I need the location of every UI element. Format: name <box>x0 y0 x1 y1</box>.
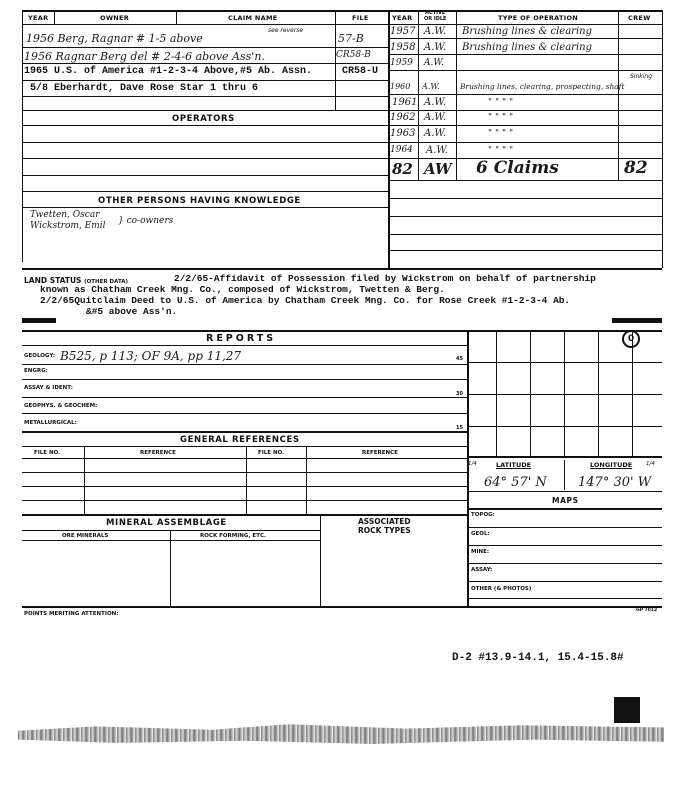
op-type-9: 6 Claims <box>476 158 559 178</box>
op-status-6: A.W. <box>424 112 447 123</box>
general-references-label: GENERAL REFERENCES <box>180 435 300 445</box>
owner-row-2: 1956 Ragnar Berg del # 2-4-6 above Ass'n. <box>24 50 265 63</box>
op-type-4: Brushing lines, clearing, prospecting, shaft <box>460 82 625 91</box>
knowledge-note: } co-owners <box>118 216 174 226</box>
op-year-8: 1964 <box>390 145 413 155</box>
land-status-line-4: &#5 above Ass'n. <box>86 306 178 317</box>
op-type-5: " " " " <box>488 98 514 108</box>
longitude-label: LONGITUDE <box>590 461 633 469</box>
points-meriting-attention-label: POINTS MERITING ATTENTION: <box>24 611 119 617</box>
form-number: GP 7012 <box>636 608 658 613</box>
owner-row-1-file: 57-B <box>338 32 364 45</box>
land-status-label: LAND STATUS (OTHER DATA) <box>24 276 129 285</box>
header-year: YEAR <box>28 14 49 22</box>
header-active-idle: ACTIVE OR IDLE <box>424 10 447 22</box>
header-crew: CREW <box>628 14 651 22</box>
land-status-line-3: 2/2/65Quitclaim Deed to U.S. of America by Chatham Creek Mng. Co. for Rose Creek #1-2-3-4 Ab. <box>40 295 571 306</box>
op-type-7: " " " " <box>488 129 514 139</box>
rock-forming-label: ROCK FORMING, ETC. <box>200 533 267 539</box>
reports-label: REPORTS <box>206 333 277 344</box>
op-year-2: 1958 <box>390 42 416 53</box>
longitude-value: 147° 30' W <box>578 475 652 490</box>
scan-artifact-band <box>18 722 664 744</box>
reports-num-45: 45 <box>456 356 463 362</box>
op-status-5: A.W. <box>424 97 447 108</box>
operators-label: OPERATORS <box>172 114 235 124</box>
op-status-2: A.W. <box>424 42 447 53</box>
refs-col-file-1: FILE NO. <box>34 450 61 456</box>
lon-suffix: 1/4 <box>646 461 655 467</box>
op-crew-9: 82 <box>624 158 648 178</box>
reports-num-15: 15 <box>456 425 463 431</box>
header-owner: OWNER <box>100 14 130 22</box>
reports-num-30: 30 <box>456 391 463 397</box>
land-status-line-1: 2/2/65-Affidavit of Possession filed by Wickstrom on behalf of partnership <box>174 273 596 284</box>
op-type-6: " " " " <box>488 113 514 123</box>
header-year-2: YEAR <box>392 14 413 22</box>
op-year-1: 1957 <box>390 26 416 37</box>
maps-assay: ASSAY: <box>471 567 493 573</box>
latitude-label: LATITUDE <box>496 461 532 469</box>
refs-col-file-2: FILE NO. <box>258 450 285 456</box>
maps-label: MAPS <box>552 496 579 505</box>
reports-engrg-label: ENGRG: <box>24 368 48 374</box>
maps-geol: GEOL: <box>471 531 490 537</box>
reports-metallurgical-label: METALLURGICAL: <box>24 420 77 426</box>
op-year-7: 1963 <box>390 128 416 139</box>
op-status-4: A.W. <box>422 82 440 91</box>
owner-row-2-file: CR58-B <box>336 50 371 60</box>
black-mark-left <box>22 318 56 323</box>
owner-row-3-file: CR58-U <box>342 66 379 77</box>
reports-assay-label: ASSAY & IDENT: <box>24 385 73 391</box>
op-status-1: A.W. <box>424 26 447 37</box>
op-year-5: 1961 <box>392 97 418 108</box>
op-status-3: A.W. <box>424 58 444 68</box>
op-year-4: 1960 <box>390 82 411 91</box>
owner-row-3: 1965 U.S. of America #1-2-3-4 Above,#5 Ab. Assn. <box>24 66 313 77</box>
op-crew-4: Sinking <box>630 73 653 80</box>
lat-prefix: 1/4 <box>468 461 477 467</box>
header-file: FILE <box>352 14 369 22</box>
op-type-2: Brushing lines & clearing <box>462 42 593 53</box>
op-year-3: 1959 <box>390 58 413 68</box>
header-type-of-operation: TYPE OF OPERATION <box>498 14 579 22</box>
knowledge-label: OTHER PERSONS HAVING KNOWLEDGE <box>98 196 301 206</box>
op-status-9: AW <box>424 160 452 178</box>
owner-row-1: 1956 Berg, Ragnar # 1-5 above <box>26 32 203 45</box>
maps-mine: MINE: <box>471 549 490 555</box>
maps-topog: TOPOG: <box>471 512 495 518</box>
reports-geophys-label: GEOPHYS. & GEOCHEM: <box>24 403 98 409</box>
scan-black-block <box>614 697 640 723</box>
mineral-assemblage-label: MINERAL ASSEMBLAGE <box>106 518 227 528</box>
latitude-value: 64° 57' N <box>484 475 547 490</box>
associated-rock-types-label: ASSOCIATED ROCK TYPES <box>358 517 411 535</box>
op-status-8: A.W. <box>426 145 449 156</box>
header-claim-name: CLAIM NAME <box>228 14 278 22</box>
reports-geology-value: B525, p 113; OF 9A, pp 11,27 <box>60 349 242 363</box>
op-year-6: 1962 <box>390 112 416 123</box>
refs-col-reference-1: REFERENCE <box>140 450 176 456</box>
circle-mark: 0 <box>622 330 640 348</box>
owner-row-1-note: see reverse <box>268 27 304 34</box>
land-status-line-2: known as Chatham Creek Mng. Co., composed of Wickstrom, Twetten & Berg. <box>40 284 445 295</box>
black-mark-right <box>612 318 662 323</box>
knowledge-line-2: Wickstrom, Emil <box>30 221 106 231</box>
reports-geology-label: GEOLOGY: <box>24 353 56 359</box>
maps-other: OTHER (& PHOTOS) <box>471 586 532 592</box>
op-status-7: A.W. <box>424 128 447 139</box>
op-year-9: 82 <box>392 160 413 178</box>
ore-minerals-label: ORE MINERALS <box>62 533 109 539</box>
refs-col-reference-2: REFERENCE <box>362 450 398 456</box>
op-type-1: Brushing lines & clearing <box>462 26 593 37</box>
owner-row-4: 5/8 Eberhardt, Dave Rose Star 1 thru 6 <box>30 83 259 94</box>
footer-code: D-2 #13.9-14.1, 15.4-15.8# <box>452 652 624 664</box>
op-type-8: " " " " <box>488 146 514 156</box>
knowledge-line-1: Twetten, Oscar <box>30 210 100 220</box>
